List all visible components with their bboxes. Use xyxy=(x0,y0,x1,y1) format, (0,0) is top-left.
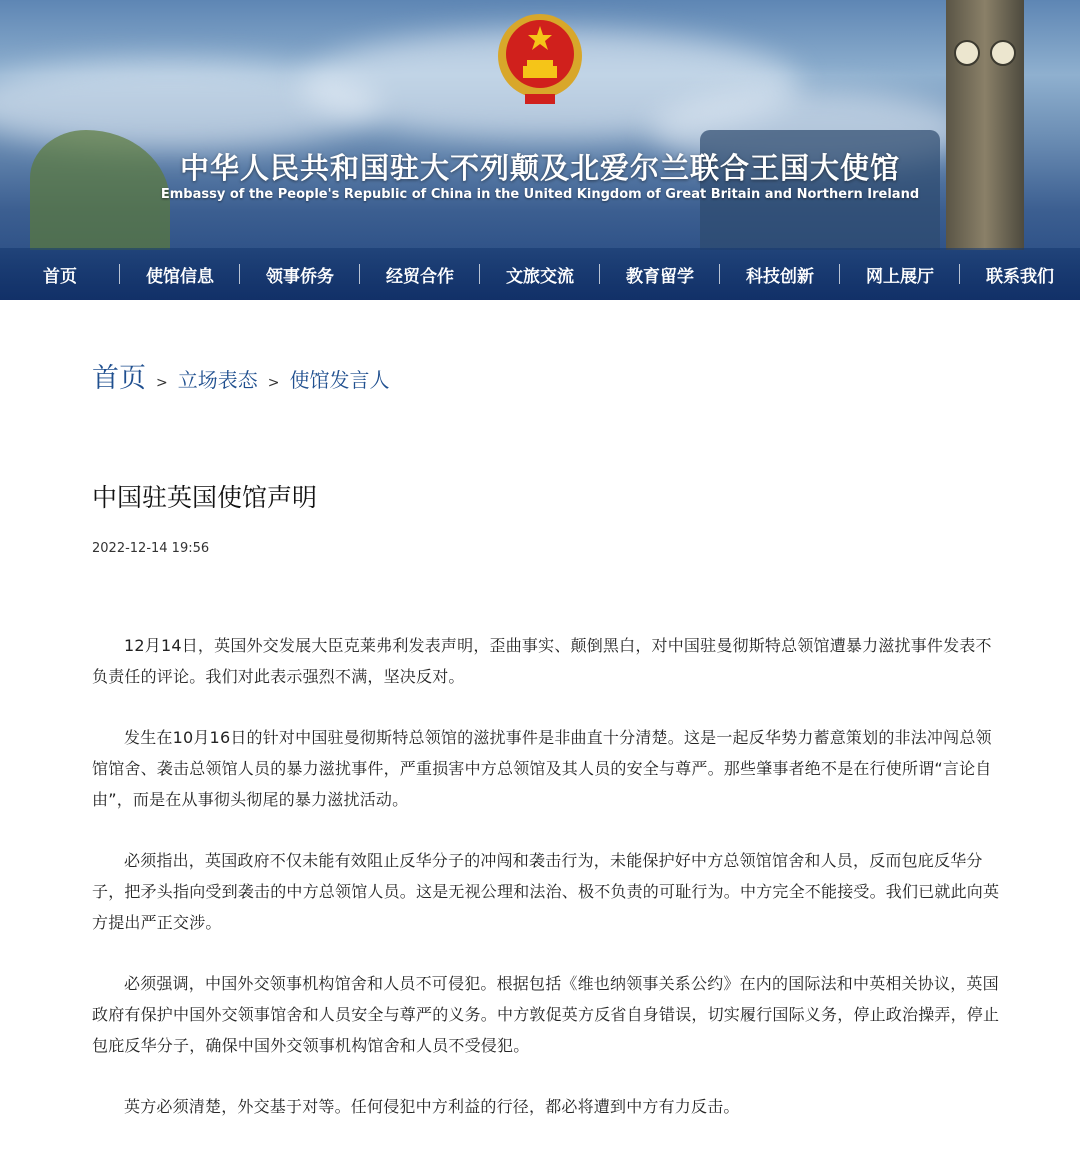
header-banner xyxy=(0,0,1080,300)
clock-icon xyxy=(990,40,1016,66)
article-paragraph: 发生在10月16日的针对中国驻曼彻斯特总领馆的滋扰事件是非曲直十分清楚。这是一起反华势力蓄意策划的非法冲闯总领馆馆舍、袭击总领馆人员的暴力滋扰事件，严重损害中方总领馆及其人员的安全与尊严。那些肇事者绝不是在行使所谓“言论自由”，而是在从事彻头彻尾的暴力滋扰活动。 xyxy=(92,728,992,809)
national-emblem-icon xyxy=(495,8,585,108)
main-nav xyxy=(0,248,1080,300)
nav-item-consular[interactable]: 领事侨务 xyxy=(240,262,360,287)
article-paragraph: 12月14日，英国外交发展大臣克莱弗利发表声明，歪曲事实、颠倒黑白，对中国驻曼彻斯特总领馆遭暴力滋扰事件发表不负责任的评论。我们对此表示强烈不满，坚决反对。 xyxy=(92,636,992,686)
breadcrumb-separator: > xyxy=(267,375,280,391)
article-paragraph: 英方必须清楚，外交基于对等。任何侵犯中方利益的行径，都必将遭到中方有力反击。 xyxy=(124,1097,740,1116)
nav-item-trade[interactable]: 经贸合作 xyxy=(360,262,480,287)
nav-item-science[interactable]: 科技创新 xyxy=(720,262,840,287)
article-paragraph: 必须强调，中国外交领事机构馆舍和人员不可侵犯。根据包括《维也纳领事关系公约》在内的国际法和中英相关协议，英国政府有保护中国外交领事馆舍和人员安全与尊严的义务。中方敦促英方反省自身错误，切实履行国际义务，停止政治操弄，停止包庇反华分子，确保中国外交领事机构馆舍和人员不受侵犯。 xyxy=(92,974,1000,1055)
nav-item-culture[interactable]: 文旅交流 xyxy=(480,262,600,287)
site-title-en: Embassy of the People's Republic of China in the United Kingdom of Great Britain and Northern Ireland xyxy=(160,187,920,202)
nav-item-home[interactable]: 首页 xyxy=(0,262,120,287)
nav-item-embassy-info[interactable]: 使馆信息 xyxy=(120,262,240,287)
breadcrumb-position[interactable]: 立场表态 xyxy=(177,368,258,392)
article-date: 2022-12-14 19:56 xyxy=(92,541,210,556)
breadcrumb xyxy=(92,356,389,395)
article-title: 中国驻英国使馆声明 xyxy=(92,483,318,512)
clock-icon xyxy=(954,40,980,66)
nav-item-contact[interactable]: 联系我们 xyxy=(986,266,1054,287)
big-ben-image xyxy=(946,0,1024,250)
breadcrumb-spokesperson[interactable]: 使馆发言人 xyxy=(289,368,390,392)
nav-item-education[interactable]: 教育留学 xyxy=(600,262,720,287)
article-body xyxy=(92,630,1000,1152)
breadcrumb-home[interactable]: 首页 xyxy=(92,363,146,394)
site-title-cn: 中华人民共和国驻大不列颠及北爱尔兰联合王国大使馆 xyxy=(179,151,900,185)
breadcrumb-separator: > xyxy=(156,375,168,391)
nav-item-exhibition[interactable]: 网上展厅 xyxy=(840,262,960,287)
article-paragraph: 必须指出，英国政府不仅未能有效阻止反华分子的冲闯和袭击行为，未能保护好中方总领馆馆舍和人员，反而包庇反华分子，把矛头指向受到袭击的中方总领馆人员。这是无视公理和法治、极不负责的可耻行为。中方完全不能接受。我们已就此向英方提出严正交涉。 xyxy=(92,851,1000,932)
